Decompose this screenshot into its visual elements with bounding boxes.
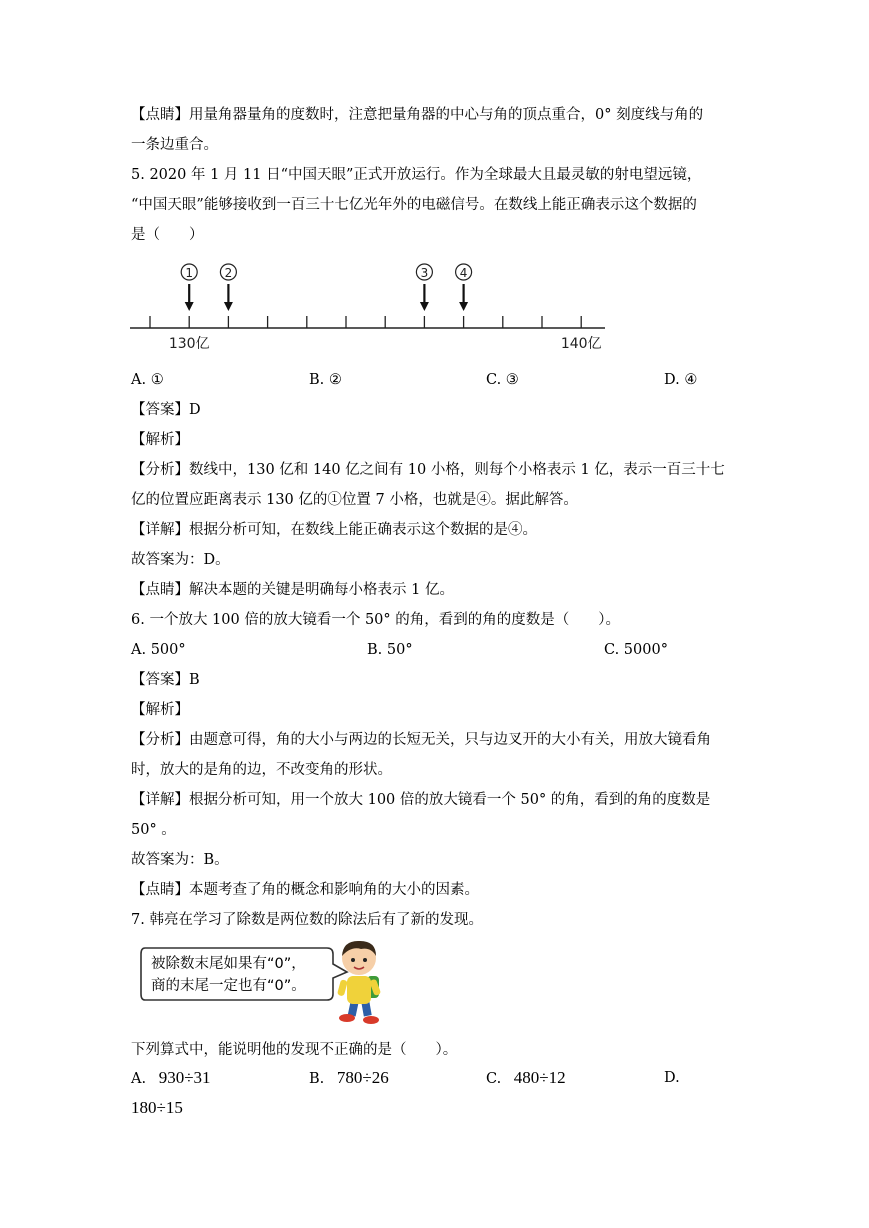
q5-option-d: D. ④	[664, 372, 698, 388]
text-line: 【点睛】用量角器量角的度数时，注意把量角器的中心与角的顶点重合，0° 刻度线与角的	[131, 107, 704, 123]
q5-analysis-line: 亿的位置应距离表示 130 亿的①位置 7 小格，也就是④。据此解答。	[131, 492, 578, 508]
text-line: 一条边重合。	[131, 137, 218, 153]
q6-option-b: B. 50°	[367, 642, 413, 658]
q5-analysis-heading: 【解析】	[131, 432, 189, 448]
boy-illustration	[331, 938, 391, 1026]
q7-option-d-letter: D.	[664, 1070, 680, 1086]
number-line-figure	[125, 258, 615, 358]
q7-option-a-letter: A.	[131, 1071, 147, 1087]
q5-conclusion-line: 故答案为：D。	[131, 552, 230, 568]
marker-label: 3	[420, 266, 429, 280]
q7-option-b-expr: 780÷26	[336, 1068, 389, 1087]
marker-arrow-head	[185, 302, 194, 311]
q5-analysis-line: 【分析】数线中，130 亿和 140 亿之间有 10 小格，则每个小格表示 1 亿，表示一百三十七	[131, 462, 725, 478]
q5-question-line: 是（ ）	[131, 227, 204, 243]
q7-option-d-expr: 180÷15	[131, 1098, 183, 1117]
q7-option-b-letter: B.	[309, 1071, 325, 1087]
marker-label: 4	[459, 266, 468, 280]
speech-line-2: 商的末尾一定也有“0”。	[151, 978, 306, 994]
q7-prompt: 下列算式中，能说明他的发现不正确的是（ ）。	[131, 1042, 458, 1058]
marker-arrow-head	[224, 302, 233, 311]
label-130: 130亿	[168, 336, 210, 352]
q5-answer: 【答案】D	[131, 402, 201, 418]
q7-option-c	[486, 1068, 566, 1089]
q6-option-a: A. 500°	[131, 642, 186, 658]
q5-option-b: B. ②	[309, 372, 342, 388]
marker-arrow-head	[459, 302, 468, 311]
q7-option-c-expr: 480÷12	[513, 1068, 566, 1087]
q6-key-point-line: 【点睛】本题考查了角的概念和影响角的大小的因素。	[131, 882, 479, 898]
q6-analysis-heading: 【解析】	[131, 702, 189, 718]
label-140: 140亿	[560, 336, 602, 352]
q5-detail-line: 【详解】根据分析可知，在数线上能正确表示这个数据的是④。	[131, 522, 537, 538]
q6-conclusion-line: 故答案为：B。	[131, 852, 229, 868]
q6-analysis-line: 时，放大的是角的边，不改变角的形状。	[131, 762, 392, 778]
q5-option-a: A. ①	[131, 372, 164, 388]
marker-arrow-head	[420, 302, 429, 311]
speech-bubble-text	[151, 953, 306, 997]
q5-option-c: C. ③	[486, 372, 519, 388]
q6-option-c: C. 5000°	[604, 642, 668, 658]
q6-answer: 【答案】B	[131, 672, 200, 688]
q5-question-line: “中国天眼”能够接收到一百三十七亿光年外的电磁信号。在数线上能正确表示这个数据的	[131, 197, 697, 213]
q5-key-point-line: 【点睛】解决本题的关键是明确每小格表示 1 亿。	[131, 582, 454, 598]
q6-detail-line: 【详解】根据分析可知，用一个放大 100 倍的放大镜看一个 50° 的角，看到的角的度数是	[131, 792, 711, 808]
q7-option-b	[309, 1068, 389, 1089]
q7-option-a-expr: 930÷31	[158, 1068, 211, 1087]
q7-option-c-letter: C.	[486, 1071, 502, 1087]
marker-label: 2	[224, 266, 233, 280]
marker-label: 1	[185, 266, 194, 280]
speech-line-1: 被除数末尾如果有“0”，	[151, 956, 306, 972]
q6-detail-line: 50° 。	[131, 822, 176, 838]
q6-question: 6. 一个放大 100 倍的放大镜看一个 50° 的角，看到的角的度数是（ ）。	[131, 612, 621, 628]
q7-option-a	[131, 1068, 211, 1089]
q7-question: 7. 韩亮在学习了除数是两位数的除法后有了新的发现。	[131, 912, 483, 928]
q6-analysis-line: 【分析】由题意可得，角的大小与两边的长短无关，只与边叉开的大小有关，用放大镜看角	[131, 732, 711, 748]
q5-question-line: 5. 2020 年 1 月 11 日“中国天眼”正式开放运行。作为全球最大且最灵敏的射电望远镜，	[131, 167, 702, 183]
